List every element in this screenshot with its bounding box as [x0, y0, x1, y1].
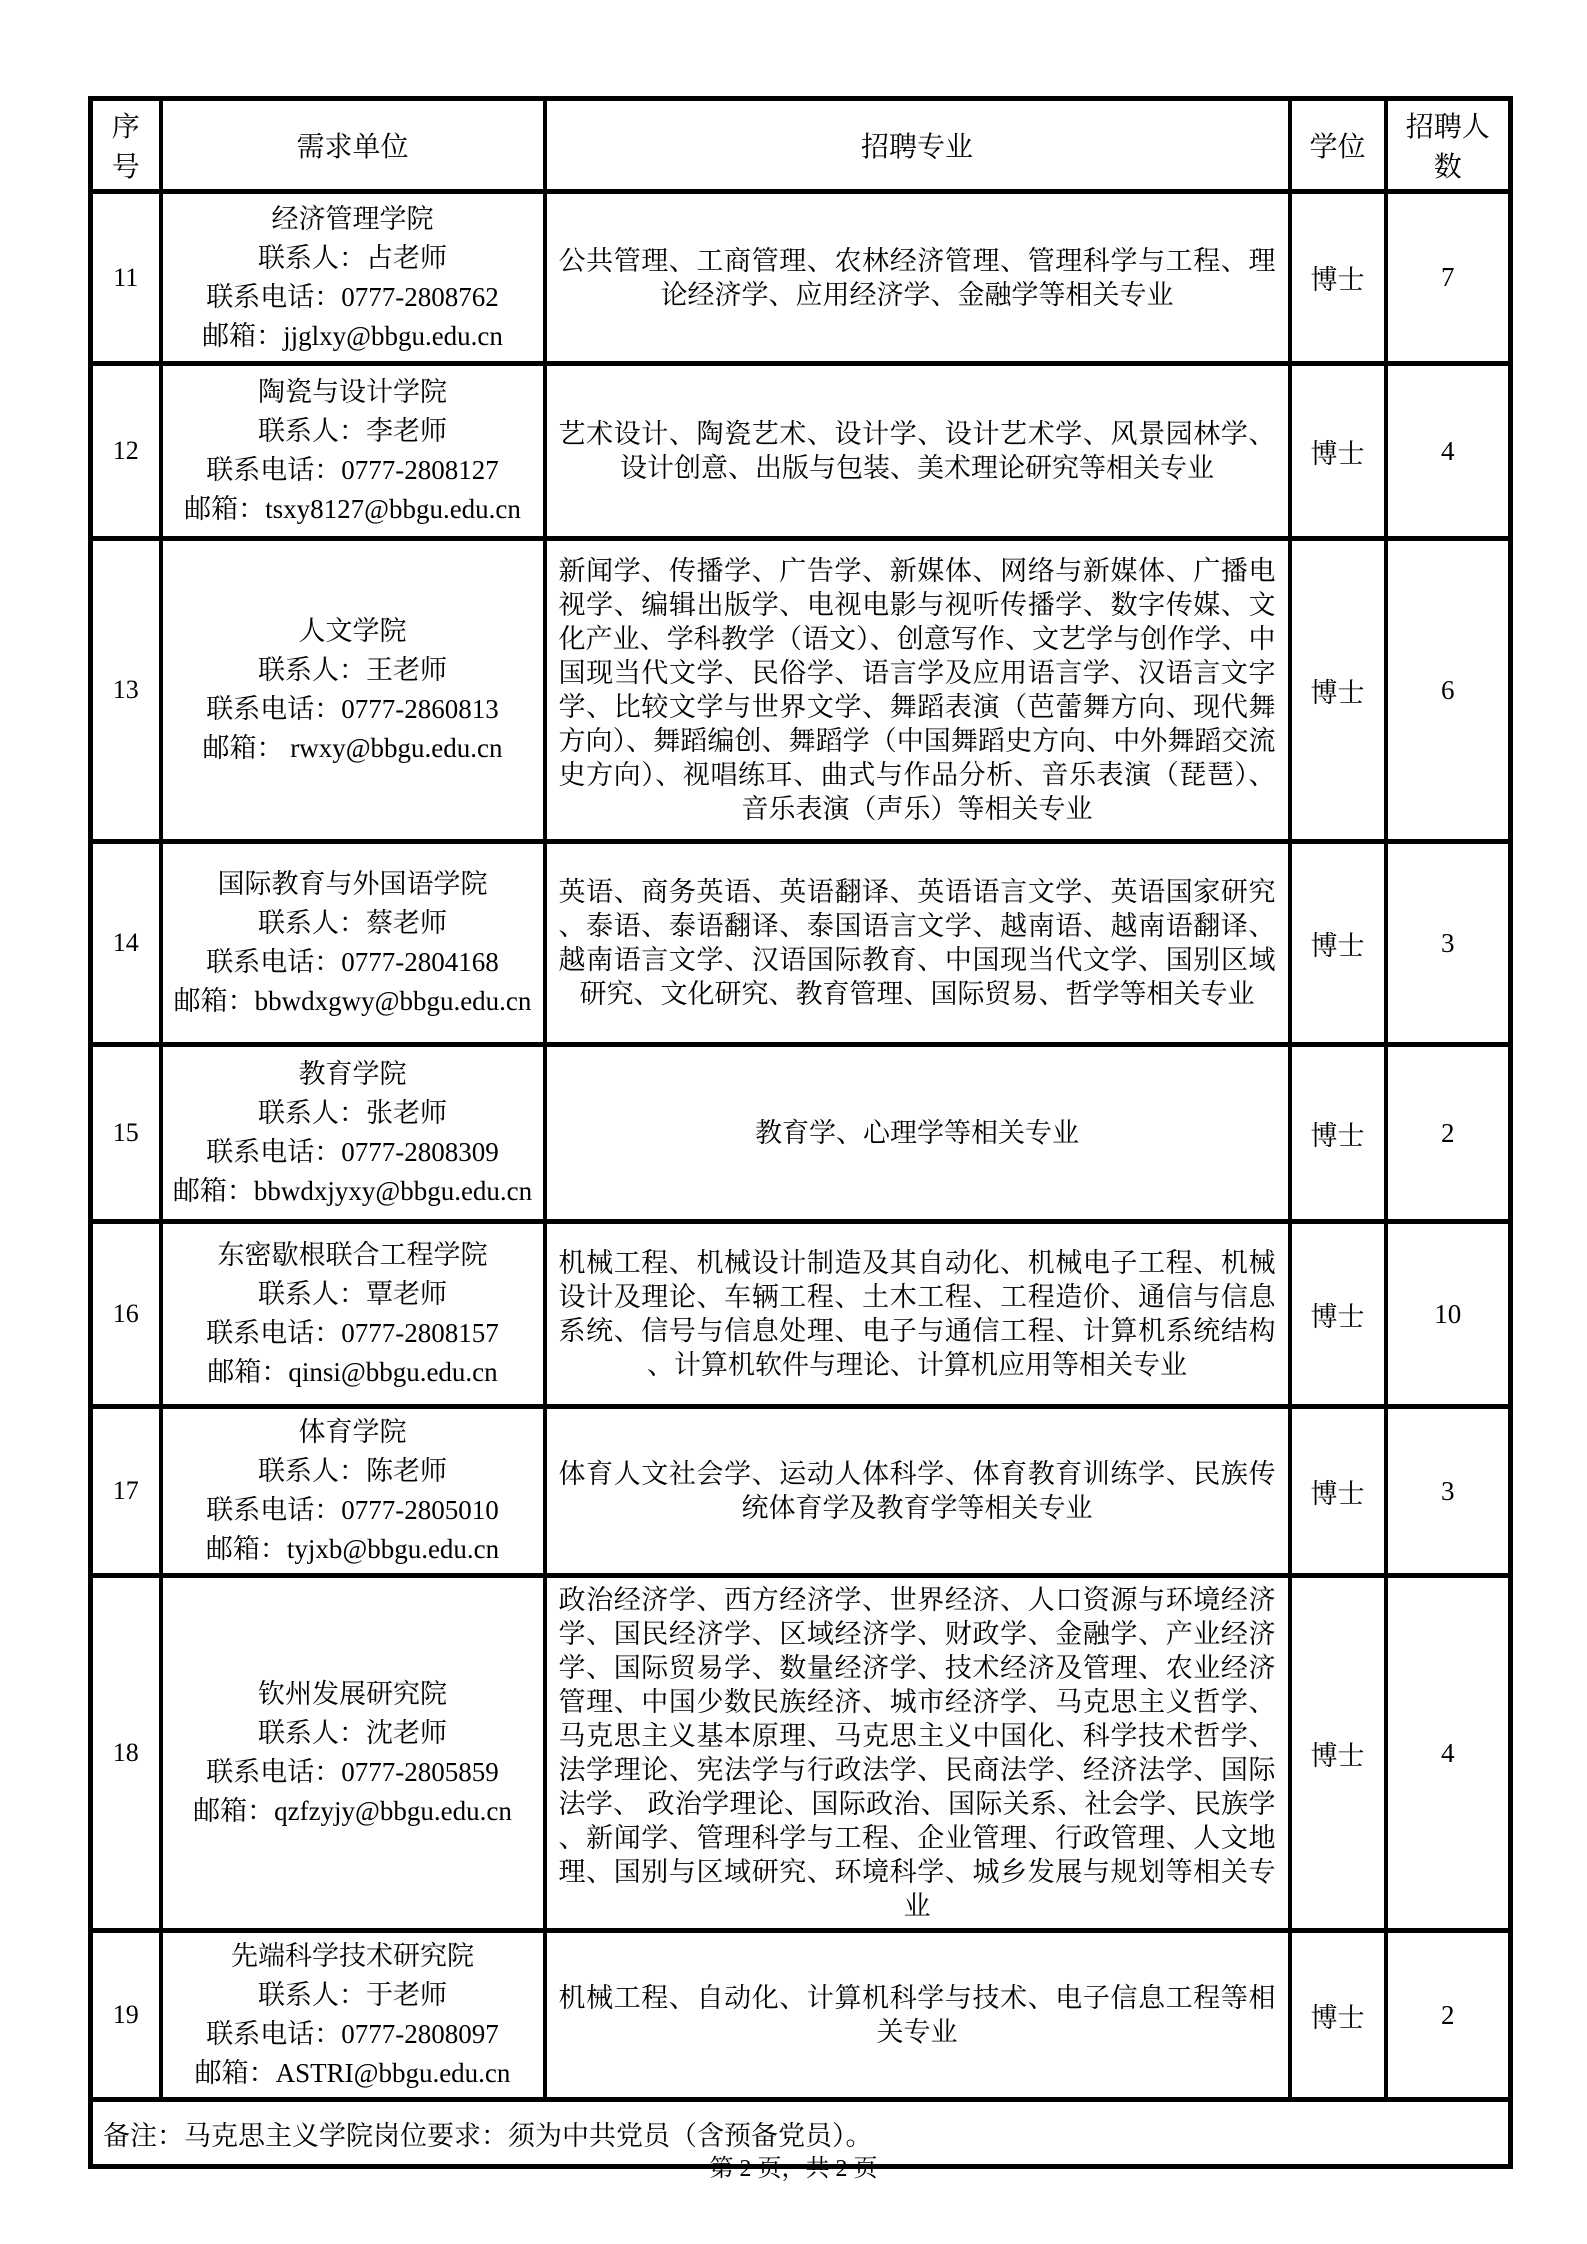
- majors-cell: 公共管理、工商管理、农林经济管理、管理科学与工程、理论经济学、应用经济学、金融学等相关专业: [545, 192, 1290, 364]
- unit-name: 陶瓷与设计学院: [258, 377, 447, 407]
- degree-cell: 博士: [1290, 1222, 1386, 1407]
- majors-cell: 教育学、心理学等相关专业: [545, 1045, 1290, 1222]
- count-cell: 3: [1386, 1407, 1511, 1576]
- unit-contact: 联系人：李老师: [258, 416, 447, 446]
- majors-cell: 机械工程、机械设计制造及其自动化、机械电子工程、机械设计及理论、车辆工程、土木工程、工程造价、通信与信息系统、信号与信息处理、电子与通信工程、计算机系统结构、计算机软件与理论、计算机应用等相关专业: [545, 1222, 1290, 1407]
- row-number: 18: [91, 1576, 161, 1931]
- unit-contact: 联系人：张老师: [258, 1098, 447, 1128]
- header-招聘人数: 招聘人数: [1386, 99, 1511, 192]
- unit-email: 邮箱：ASTRI@bbgu.edu.cn: [194, 2058, 511, 2088]
- unit-cell: [161, 1576, 545, 1931]
- note-cell: 备注：马克思主义学院岗位要求：须为中共党员（含预备党员）。: [91, 2100, 1511, 2167]
- unit-email: 邮箱：qinsi@bbgu.edu.cn: [207, 1357, 498, 1387]
- table-row: [91, 1931, 1511, 2100]
- unit-phone: 联系电话：0777-2808309: [206, 1137, 499, 1167]
- unit-name: 钦州发展研究院: [258, 1679, 447, 1709]
- unit-contact: 联系人：王老师: [258, 655, 447, 685]
- unit-name: 国际教育与外国语学院: [217, 869, 488, 899]
- unit-name: 先端科学技术研究院: [231, 1941, 474, 1971]
- unit-email: 邮箱：jjglxy@bbgu.edu.cn: [202, 320, 503, 351]
- unit-email: 邮箱：tsxy8127@bbgu.edu.cn: [184, 494, 521, 524]
- unit-name: 人文学院: [298, 616, 407, 646]
- unit-email: 邮箱：bbwdxjyxy@bbgu.edu.cn: [172, 1176, 533, 1206]
- unit-email: 邮箱：qzfzyjy@bbgu.edu.cn: [193, 1796, 512, 1826]
- unit-cell: [161, 1931, 545, 2100]
- unit-name: 教育学院: [298, 1059, 407, 1089]
- count-cell: 6: [1386, 539, 1511, 842]
- table-row: [91, 539, 1511, 842]
- row-number: 14: [91, 842, 161, 1045]
- table-row: [91, 842, 1511, 1045]
- unit-phone: 联系电话：0777-2808157: [206, 1318, 499, 1348]
- count-cell: 2: [1386, 1931, 1511, 2100]
- unit-name: 体育学院: [298, 1417, 407, 1447]
- degree-cell: 博士: [1290, 842, 1386, 1045]
- degree-cell: 博士: [1290, 1407, 1386, 1576]
- unit-phone: 联系电话：0777-2808097: [206, 2019, 499, 2049]
- unit-cell: [161, 1045, 545, 1222]
- degree-cell: 博士: [1290, 1576, 1386, 1931]
- majors-cell: 体育人文社会学、运动人体科学、体育教育训练学、民族传统体育学及教育学等相关专业: [545, 1407, 1290, 1576]
- unit-cell: [161, 1407, 545, 1576]
- row-number: 12: [91, 364, 161, 539]
- row-number: 19: [91, 1931, 161, 2100]
- unit-cell: [161, 364, 545, 539]
- table-row: [91, 1407, 1511, 1576]
- unit-cell: [161, 842, 545, 1045]
- header-需求单位: 需求单位: [161, 99, 545, 192]
- unit-phone: 联系电话：0777-2804168: [206, 947, 499, 977]
- row-number: 15: [91, 1045, 161, 1222]
- count-cell: 2: [1386, 1045, 1511, 1222]
- unit-phone: 联系电话：0777-2805859: [206, 1757, 499, 1787]
- table-row: [91, 1045, 1511, 1222]
- unit-phone: 联系电话：0777-2805010: [206, 1495, 499, 1525]
- unit-contact: 联系人：于老师: [258, 1980, 447, 2010]
- table-row: [91, 364, 1511, 539]
- row-number: 13: [91, 539, 161, 842]
- unit-contact: 联系人：沈老师: [258, 1718, 447, 1748]
- unit-phone: 联系电话：0777-2808127: [206, 455, 499, 485]
- degree-cell: 博士: [1290, 1045, 1386, 1222]
- majors-cell: 新闻学、传播学、广告学、新媒体、网络与新媒体、广播电视学、编辑出版学、电视电影与视听传播学、数字传媒、文化产业、学科教学（语文）、创意写作、文艺学与创作学、中国现当代文学、民俗学、语言学及应用语言学、汉语言文字学、比较文学与世界文学、舞蹈表演（芭蕾舞方向、现代舞方向）、舞蹈编创、舞蹈学（中国舞蹈史方向、中外舞蹈交流史方向）、视唱练耳、曲式与作品分析、音乐表演（琵琶）、音乐表演（声乐）等相关专业: [545, 539, 1290, 842]
- page-number: 第 2 页，共 2 页: [709, 2156, 878, 2182]
- degree-cell: 博士: [1290, 364, 1386, 539]
- count-cell: 4: [1386, 364, 1511, 539]
- table-row: [91, 192, 1511, 364]
- row-number: 11: [91, 192, 161, 364]
- unit-contact: 联系人：占老师: [258, 242, 447, 273]
- unit-contact: 联系人：蔡老师: [258, 908, 447, 938]
- table-header-row: [91, 99, 1511, 192]
- count-cell: 10: [1386, 1222, 1511, 1407]
- unit-cell: [161, 1222, 545, 1407]
- unit-cell: [161, 192, 545, 364]
- table-row: [91, 1576, 1511, 1931]
- row-number: 16: [91, 1222, 161, 1407]
- unit-email: 邮箱：bbwdxgwy@bbgu.edu.cn: [173, 986, 532, 1016]
- unit-email: 邮箱：tyjxb@bbgu.edu.cn: [205, 1534, 500, 1564]
- majors-cell: 英语、商务英语、英语翻译、英语语言文学、英语国家研究、泰语、泰语翻译、泰国语言文学、越南语、越南语翻译、越南语言文学、汉语国际教育、中国现当代文学、国别区域研究、文化研究、教育管理、国际贸易、哲学等相关专业: [545, 842, 1290, 1045]
- degree-cell: 博士: [1290, 539, 1386, 842]
- majors-cell: 艺术设计、陶瓷艺术、设计学、设计艺术学、风景园林学、设计创意、出版与包装、美术理论研究等相关专业: [545, 364, 1290, 539]
- recruitment-table: [88, 96, 1513, 2169]
- unit-name: 东密歇根联合工程学院: [217, 1240, 488, 1270]
- header-学位: 学位: [1290, 99, 1386, 192]
- count-cell: 3: [1386, 842, 1511, 1045]
- majors-cell: 机械工程、自动化、计算机科学与技术、电子信息工程等相关专业: [545, 1931, 1290, 2100]
- table-row: [91, 1222, 1511, 1407]
- degree-cell: 博士: [1290, 192, 1386, 364]
- unit-contact: 联系人：陈老师: [258, 1456, 447, 1486]
- unit-email: 邮箱： rwxy@bbgu.edu.cn: [202, 733, 503, 763]
- unit-contact: 联系人：覃老师: [258, 1279, 447, 1309]
- header-招聘专业: 招聘专业: [545, 99, 1290, 192]
- count-cell: 7: [1386, 192, 1511, 364]
- unit-cell: [161, 539, 545, 842]
- unit-phone: 联系电话：0777-2860813: [206, 694, 499, 724]
- degree-cell: 博士: [1290, 1931, 1386, 2100]
- unit-name: 经济管理学院: [271, 203, 434, 234]
- count-cell: 4: [1386, 1576, 1511, 1931]
- majors-cell: 政治经济学、西方经济学、世界经济、人口资源与环境经济学、国民经济学、区域经济学、财政学、金融学、产业经济学、国际贸易学、数量经济学、技术经济及管理、农业经济管理、中国少数民族经济、城市经济学、马克思主义哲学、马克思主义基本原理、马克思主义中国化、科学技术哲学、法学理论、宪法学与行政法学、民商法学、经济法学、国际法学、 政治学理论、国际政治、国际关系、社会学、民族学、新闻学、管理科学与工程、企业管理、行政管理、人文地理、国别与区域研究、环境科学、城乡发展与规划等相关专业: [545, 1576, 1290, 1931]
- unit-phone: 联系电话：0777-2808762: [206, 281, 499, 312]
- row-number: 17: [91, 1407, 161, 1576]
- header-序号: 序号: [91, 99, 161, 192]
